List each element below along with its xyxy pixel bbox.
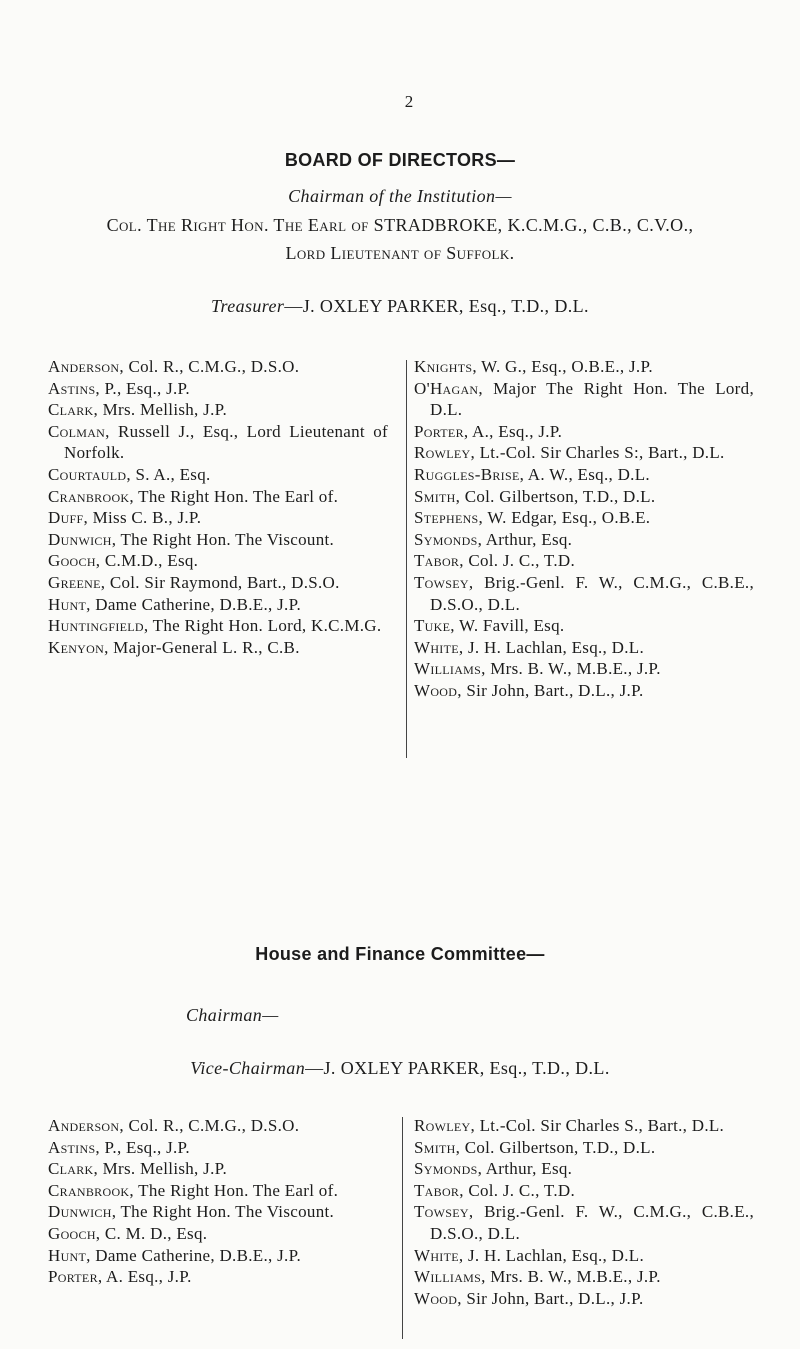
list-item: Smith, Col. Gilbertson, T.D., D.L. xyxy=(414,486,656,506)
list-item: Porter, A. Esq., J.P. xyxy=(48,1267,192,1287)
list-item: O'Hagan, Major The Right Hon. The Lord, D.L. xyxy=(414,378,754,420)
list-item: Stephens, W. Edgar, Esq., O.B.E. xyxy=(414,508,651,528)
treasurer-value: —J. OXLEY PARKER, Esq., T.D., D.L. xyxy=(284,296,589,316)
board-chairman-line1: Col. The Right Hon. The Earl of STRADBROKE, K.C.M.G., C.B., C.V.O., xyxy=(106,215,694,235)
list-item: White, J. H. Lachlan, Esq., D.L. xyxy=(414,1245,645,1265)
list-item: Wood, Sir John, Bart., D.L., J.P. xyxy=(414,680,644,700)
vice-chairman-label: Vice-Chairman xyxy=(190,1058,306,1078)
committee-list-left xyxy=(48,1115,388,1288)
list-item: Williams, Mrs. B. W., M.B.E., J.P. xyxy=(414,1267,661,1287)
list-item: Duff, Miss C. B., J.P. xyxy=(48,508,202,528)
list-item: Symonds, Arthur, Esq. xyxy=(414,1159,573,1179)
list-item: Knights, W. G., Esq., O.B.E., J.P. xyxy=(414,357,653,376)
list-item: Rowley, Lt.-Col. Sir Charles S., Bart., D.L. xyxy=(414,1116,725,1135)
list-item: Courtauld, S. A., Esq. xyxy=(48,464,211,484)
treasurer-label: Treasurer xyxy=(211,296,285,316)
list-item: Kenyon, Major-General L. R., C.B. xyxy=(48,637,300,657)
list-item: Anderson, Col. R., C.M.G., D.S.O. xyxy=(48,1116,300,1135)
list-item: Tuke, W. Favill, Esq. xyxy=(414,616,565,636)
list-item: Towsey, Brig.-Genl. F. W., C.M.G., C.B.E., D.S.O., D.L. xyxy=(414,1202,754,1243)
list-item: Dunwich, The Right Hon. The Viscount. xyxy=(48,529,335,549)
list-item: Gooch, C. M. D., Esq. xyxy=(48,1223,208,1243)
committee-list-right xyxy=(414,1115,754,1309)
list-item: Tabor, Col. J. C., T.D. xyxy=(414,1180,575,1200)
list-item: Rowley, Lt.-Col. Sir Charles S:, Bart., D.L. xyxy=(414,443,725,463)
list-item: Astins, P., Esq., J.P. xyxy=(48,1137,190,1157)
list-item: Tabor, Col. J. C., T.D. xyxy=(414,551,575,571)
list-item: Symonds, Arthur, Esq. xyxy=(414,529,573,549)
list-item: Gooch, C.M.D., Esq. xyxy=(48,551,199,571)
column-divider xyxy=(402,1117,403,1339)
list-item: Cranbrook, The Right Hon. The Earl of. xyxy=(48,486,339,506)
board-chairman-line2: Lord Lieutenant of Suffolk. xyxy=(285,243,515,263)
committee-heading: House and Finance Committee— xyxy=(255,944,545,964)
list-item: Dunwich, The Right Hon. The Viscount. xyxy=(48,1202,335,1222)
board-list-right xyxy=(414,356,754,702)
list-item: Hunt, Dame Catherine, D.B.E., J.P. xyxy=(48,594,301,614)
list-item: Hunt, Dame Catherine, D.B.E., J.P. xyxy=(48,1245,301,1265)
column-divider xyxy=(406,360,407,758)
board-chairman-label: Chairman of the Institution— xyxy=(288,186,512,206)
board-heading: BOARD OF DIRECTORS— xyxy=(284,150,516,170)
list-item: Colman, Russell J., Esq., Lord Lieutenant of Norfolk. xyxy=(48,421,388,463)
list-item: Clark, Mrs. Mellish, J.P. xyxy=(48,400,228,420)
list-item: Anderson, Col. R., C.M.G., D.S.O. xyxy=(48,357,300,376)
list-item: Smith, Col. Gilbertson, T.D., D.L. xyxy=(414,1137,656,1157)
list-item: White, J. H. Lachlan, Esq., D.L. xyxy=(414,637,645,657)
list-item: Towsey, Brig.-Genl. F. W., C.M.G., C.B.E., D.S.O., D.L. xyxy=(414,572,754,614)
vice-chairman-value: —J. OXLEY PARKER, Esq., T.D., D.L. xyxy=(305,1058,610,1078)
board-list-left xyxy=(48,356,388,658)
list-item: Ruggles-Brise, A. W., Esq., D.L. xyxy=(414,464,650,484)
committee-vice-chairman xyxy=(0,1058,800,1079)
list-item: Cranbrook, The Right Hon. The Earl of. xyxy=(48,1180,339,1200)
list-item: Porter, A., Esq., J.P. xyxy=(414,421,563,441)
list-item: Wood, Sir John, Bart., D.L., J.P. xyxy=(414,1288,644,1308)
list-item: Huntingfield, The Right Hon. Lord, K.C.M.G. xyxy=(48,616,382,636)
list-item: Williams, Mrs. B. W., M.B.E., J.P. xyxy=(414,659,661,679)
list-item: Astins, P., Esq., J.P. xyxy=(48,378,190,398)
committee-chairman-label: Chairman— xyxy=(186,1005,279,1025)
list-item: Greene, Col. Sir Raymond, Bart., D.S.O. xyxy=(48,572,340,592)
list-item: Clark, Mrs. Mellish, J.P. xyxy=(48,1159,228,1179)
board-treasurer xyxy=(0,296,800,317)
page-number: 2 xyxy=(404,92,414,111)
